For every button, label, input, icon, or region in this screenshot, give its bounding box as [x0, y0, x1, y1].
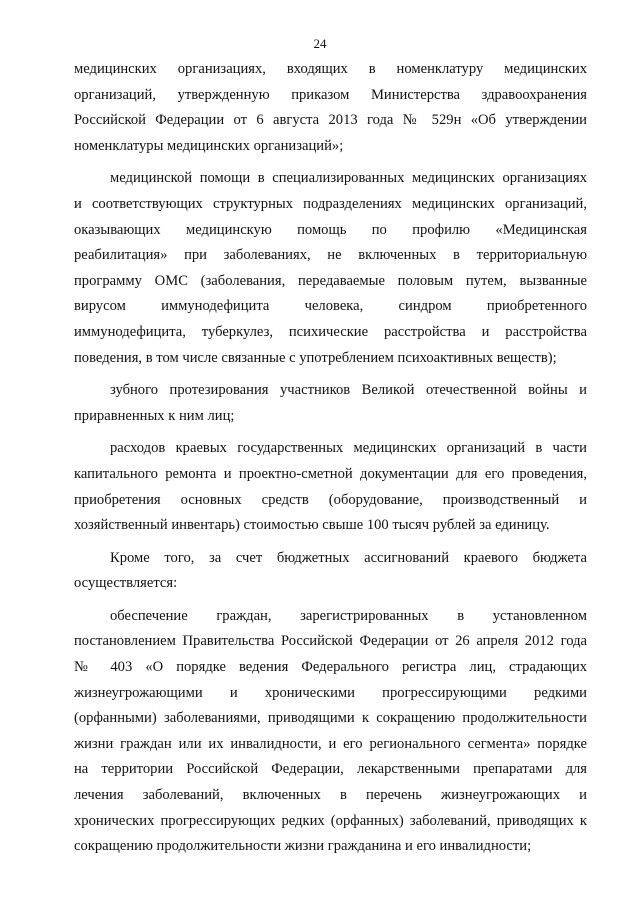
paragraph-capital-expenses — [74, 436, 587, 538]
paragraph-dental-prosthetics — [74, 378, 587, 429]
text-line: на территории Российской Федерации, лекарственными препаратами для — [74, 761, 587, 778]
text-line: Российской Федерации от 6 августа 2013 года № 529н «Об утверждении — [74, 112, 587, 129]
paragraph-regional-budget — [74, 546, 587, 597]
paragraph-specialized-care — [74, 166, 587, 371]
paragraph-orphan-diseases — [74, 604, 587, 860]
paragraph-organizations-nomenclature — [74, 57, 587, 159]
text-line: (орфанными) заболеваниями, приводящими к сокращению продолжительности — [74, 710, 587, 727]
text-line: вирусом иммунодефицита человека, синдром приобретенного — [74, 298, 587, 315]
text-line: программу ОМС (заболевания, передаваемые половым путем, вызванные — [74, 272, 587, 289]
text-line: иммунодефицита, туберкулез, психические расстройства и расстройства — [74, 323, 587, 340]
text-line: оказывающих медицинскую помощь по профилю «Медицинская — [74, 221, 587, 238]
text-line: медицинских организациях, входящих в номенклатуру медицинских — [74, 61, 587, 77]
text-line: медицинской помощи в специализированных медицинских организациях — [110, 170, 587, 187]
text-line: зубного протезирования участников Великой отечественной войны и — [110, 382, 587, 399]
text-line: хозяйственный инвентарь) стоимостью свыше 100 тысяч рублей за единицу. — [74, 517, 550, 534]
text-line: организаций, утвержденную приказом Министерства здравоохранения — [74, 86, 587, 103]
text-line: и соответствующих структурных подразделениях медицинских организаций, — [74, 195, 587, 212]
text-line: приравненных к ним лиц; — [74, 407, 235, 424]
document-body — [74, 57, 587, 867]
text-line: капитального ремонта и проектно-сметной документации для его проведения, — [74, 465, 587, 482]
text-line: сокращению продолжительности жизни гражданина и его инвалидности; — [74, 838, 532, 855]
page-number: 24 — [313, 36, 327, 51]
text-line: хронических прогрессирующих редких (орфанных) заболеваний, приводящих к — [74, 812, 587, 829]
text-line: номенклатуры медицинских организаций»; — [74, 137, 344, 154]
text-line: жизни граждан или их инвалидности, и его регионального сегмента» порядке — [74, 735, 587, 752]
text-line: осуществляется: — [74, 575, 178, 592]
text-line: приобретения основных средств (оборудование, производственный и — [74, 491, 587, 508]
text-line: реабилитация» при заболеваниях, не включенных в территориальную — [74, 247, 587, 264]
text-line: обеспечение граждан, зарегистрированных в установленном — [110, 607, 587, 624]
text-line: лечения заболеваний, включенных в перечень жизнеугрожающих и — [74, 787, 587, 804]
text-line: № 403 «О порядке ведения Федерального регистра лиц, страдающих — [74, 659, 587, 676]
text-line: поведения, в том числе связанные с употреблением психоактивных веществ); — [74, 349, 557, 366]
text-line: расходов краевых государственных медицинских организаций в части — [110, 440, 587, 457]
text-line: постановлением Правительства Российской Федерации от 26 апреля 2012 года — [74, 633, 587, 650]
text-line: Кроме того, за счет бюджетных ассигнований краевого бюджета — [110, 549, 587, 566]
text-line: жизнеугрожающими и хроническими прогрессирующими редкими — [74, 684, 587, 701]
